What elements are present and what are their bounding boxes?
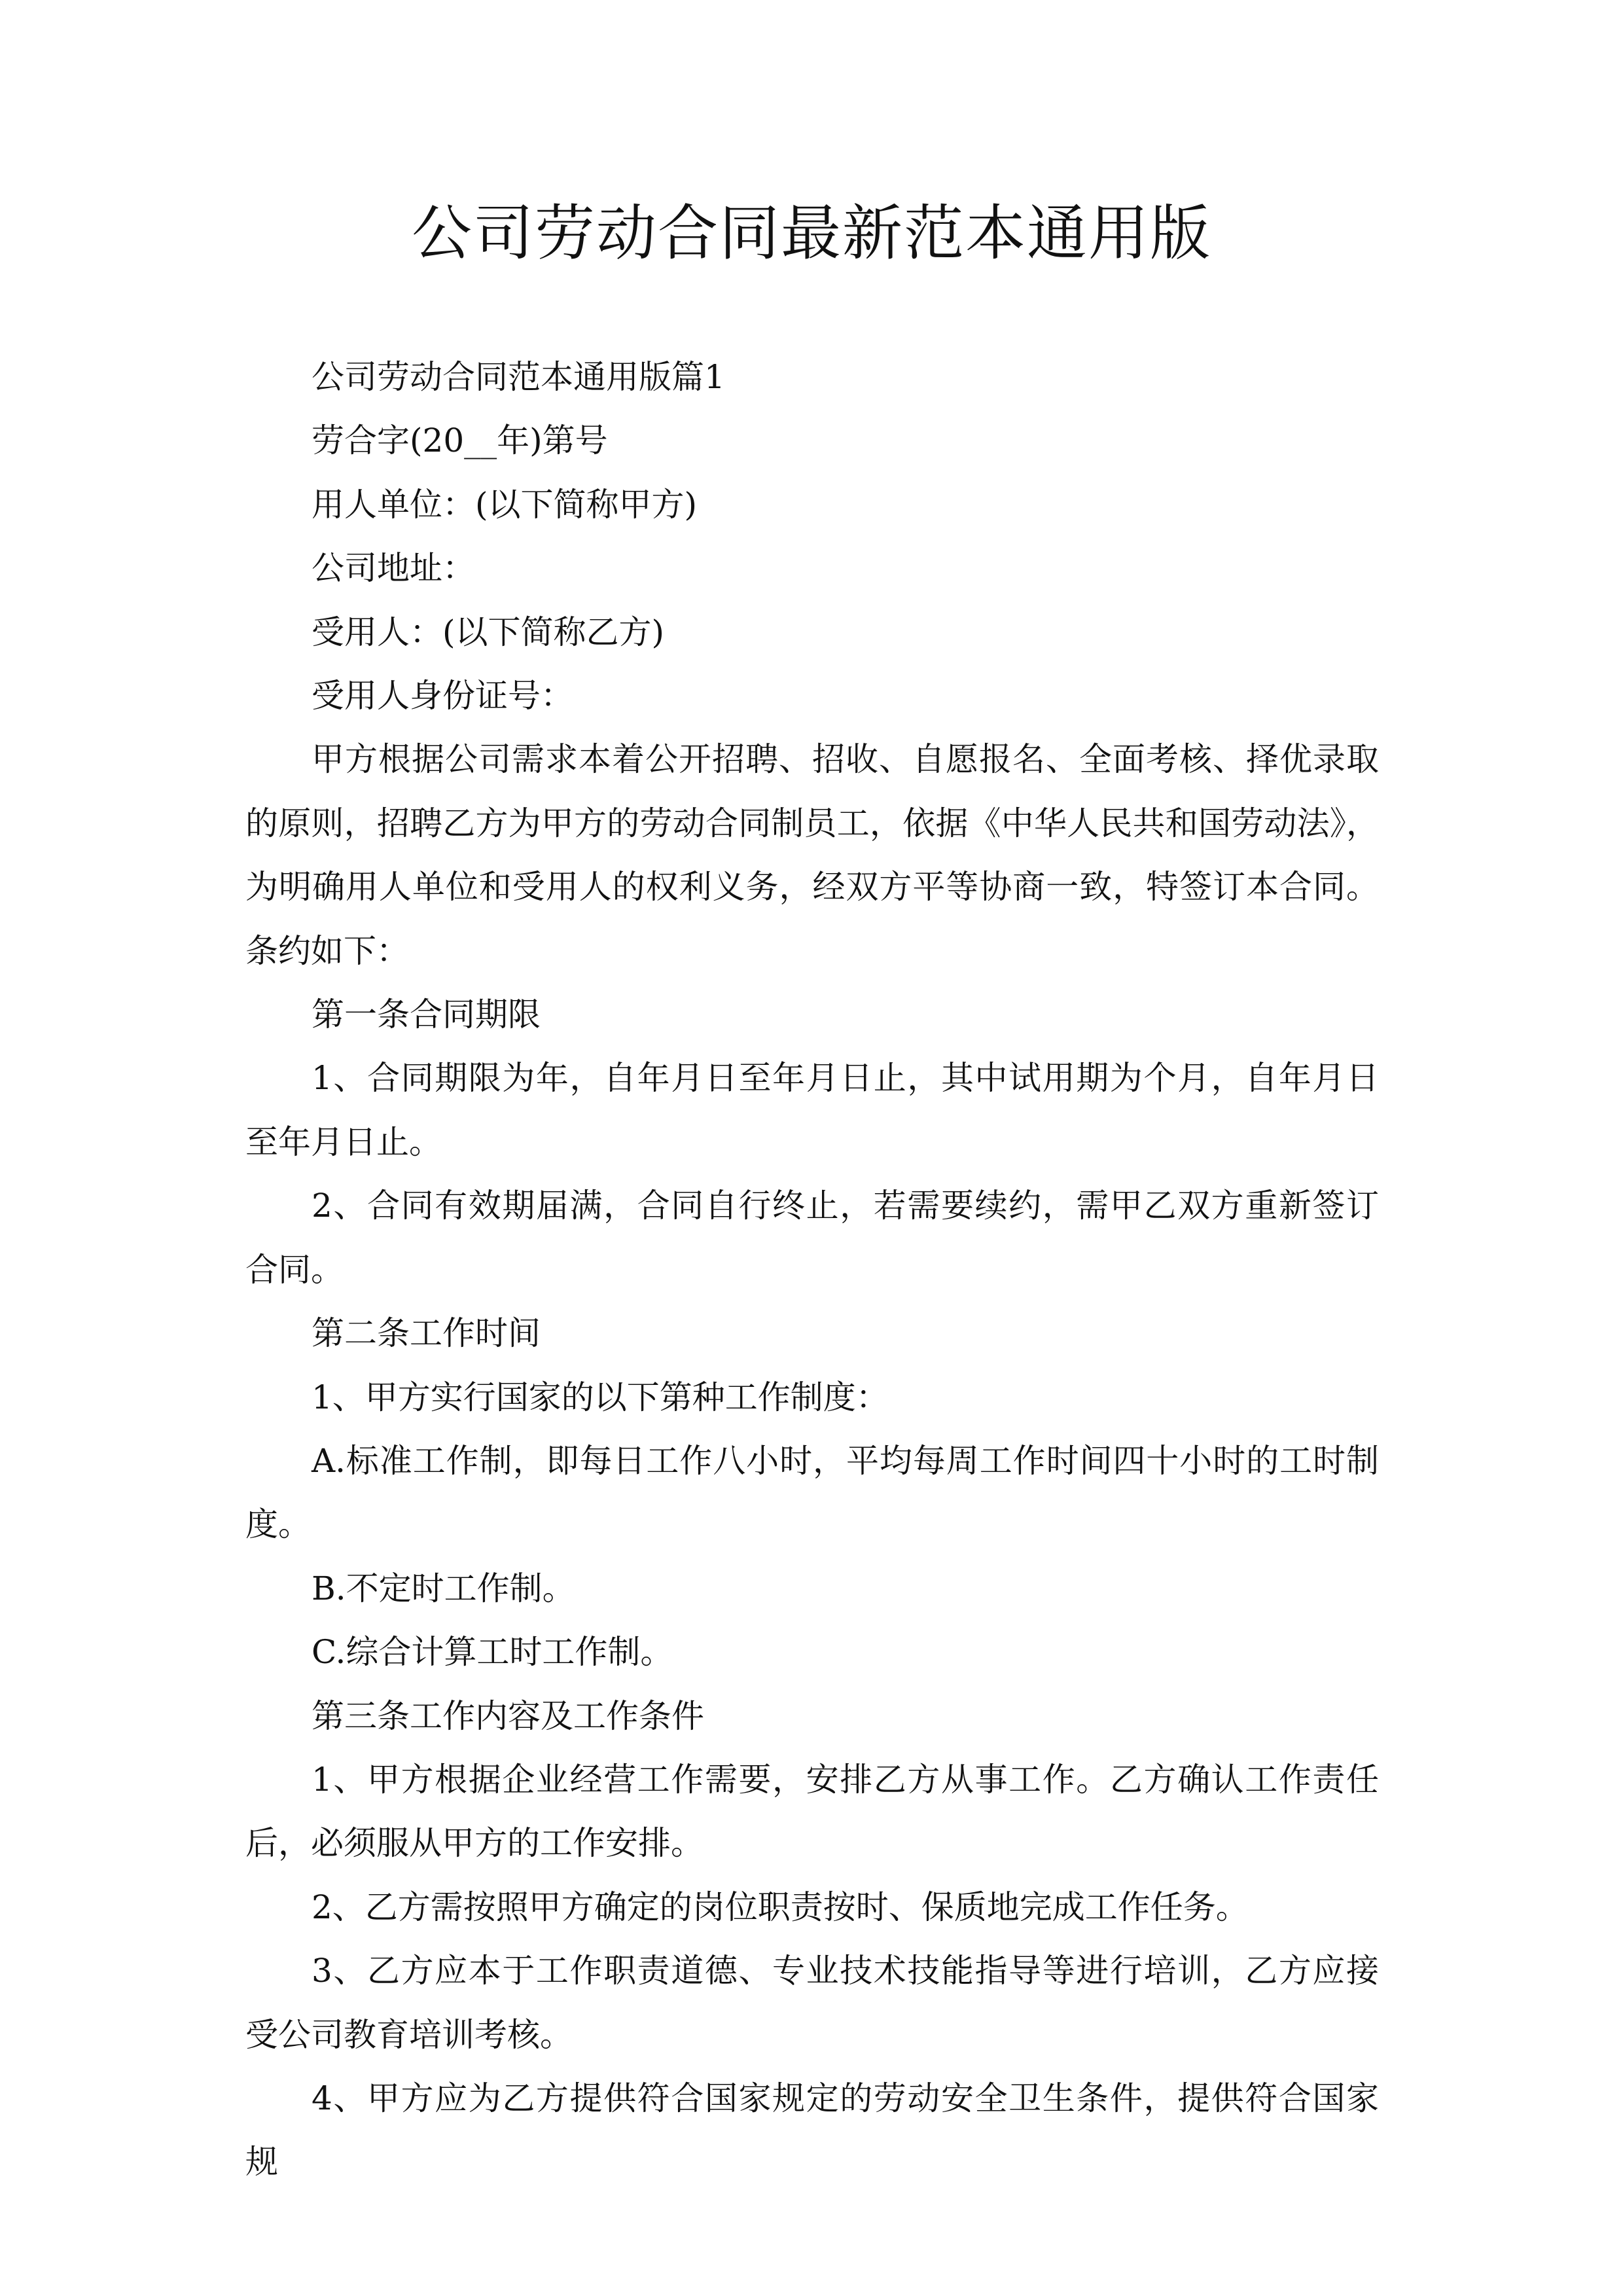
- section-heading-2: 第二条工作时间: [312, 1314, 541, 1353]
- paragraph: 2、乙方需按照甲方确定的岗位职责按时、保质地完成工作任务。: [312, 1888, 1249, 1926]
- paragraph: 2、合同有效期届满，合同自行终止，若需要续约，需甲乙双方重新签订合同。: [245, 1187, 1379, 1289]
- paragraph: 4、甲方应为乙方提供符合国家规定的劳动安全卫生条件，提供符合国家规: [245, 2079, 1379, 2181]
- paragraph-employer: 用人单位：(以下简称甲方): [312, 485, 698, 524]
- document-title: 公司劳动合同最新范本通用版: [411, 198, 1211, 268]
- section-heading-1: 第一条合同期限: [312, 996, 541, 1034]
- paragraph-preamble: 甲方根据公司需求本着公开招聘、招收、自愿报名、全面考核、择优录取的原则，招聘乙方为甲方的劳动合同制员工，依据《中华人民共和国劳动法》，为明确用人单位和受用人的权利义务，经双方平等协商一致，特签订本合同。条约如下：: [245, 740, 1379, 970]
- paragraph: 1、甲方根据企业经营工作需要，安排乙方从事工作。乙方确认工作责任后，必须服从甲方的工作安排。: [245, 1760, 1379, 1863]
- paragraph: C.综合计算工时工作制。: [312, 1633, 673, 1672]
- paragraph-employee: 受用人：(以下简称乙方): [312, 613, 665, 651]
- section-heading-3: 第三条工作内容及工作条件: [312, 1696, 704, 1735]
- paragraph: 1、合同期限为年，自年月日至年月日止，其中试用期为个月，自年月日至年月日止。: [245, 1059, 1379, 1161]
- paragraph-contract-number: 劳合字(20__年)第号: [312, 422, 608, 460]
- paragraph-address: 公司地址：: [312, 549, 475, 588]
- paragraph: A.标准工作制，即每日工作八小时，平均每周工作时间四十小时的工时制度。: [245, 1441, 1379, 1544]
- paragraph: 1、甲方实行国家的以下第种工作制度：: [312, 1378, 889, 1416]
- paragraph-id-number: 受用人身份证号：: [312, 677, 573, 715]
- document-body: [245, 346, 1379, 2195]
- paragraph: B.不定时工作制。: [312, 1569, 575, 1607]
- paragraph-subtitle: 公司劳动合同范本通用版篇1: [312, 358, 725, 396]
- paragraph: 3、乙方应本于工作职责道德、专业技术技能指导等进行培训，乙方应接受公司教育培训考核。: [245, 1952, 1379, 2054]
